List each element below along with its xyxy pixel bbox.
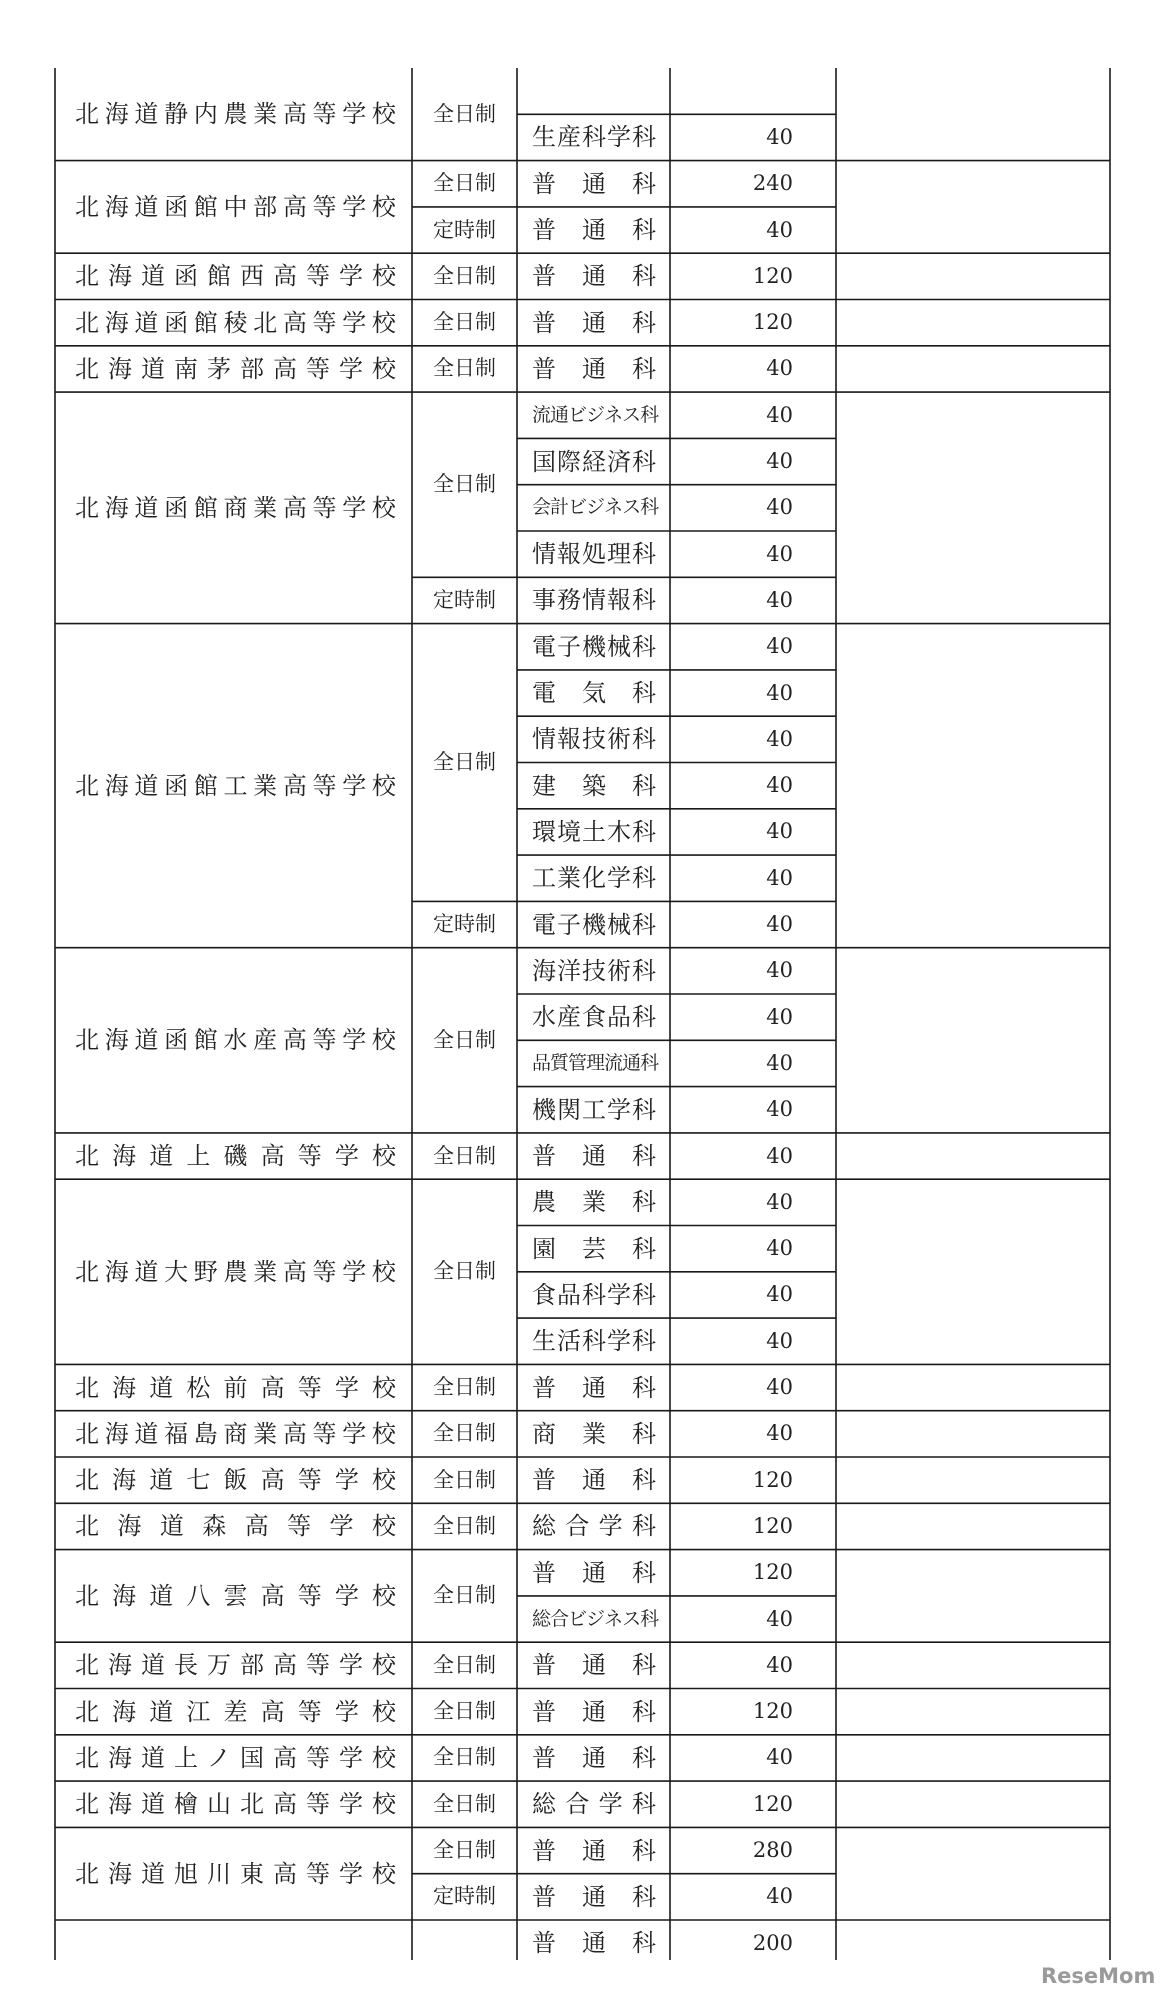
capacity-value: 40 xyxy=(766,958,793,983)
department-name-text: 普 通 科 xyxy=(532,1882,656,1911)
department-name-text: 普 通 科 xyxy=(532,354,656,383)
school-name-text: 北 海 道 静 内 農 業 高 等 学 校 xyxy=(75,100,396,129)
department-name-text: 普 通 科 xyxy=(532,1466,656,1495)
capacity-value: 40 xyxy=(766,1606,793,1631)
school-name xyxy=(55,948,412,1133)
course-system: 全日制 xyxy=(433,101,496,126)
school-name xyxy=(55,1735,412,1781)
department-name xyxy=(517,1226,670,1272)
school-name-text: 北 海 道 檜 山 北 高 等 学 校 xyxy=(75,1790,396,1819)
capacity-value: 40 xyxy=(766,1050,793,1075)
department-name xyxy=(517,1689,670,1735)
department-name-text: 海 洋 技 術 科 xyxy=(532,956,656,985)
department-name-text: 水 産 食 品 科 xyxy=(532,1003,656,1032)
department-name xyxy=(517,68,670,114)
capacity-value: 40 xyxy=(766,1143,793,1168)
department-name xyxy=(517,1364,670,1410)
department-name-text: 電 気 科 xyxy=(532,679,656,708)
department-name-text: 普 通 科 xyxy=(532,308,656,337)
capacity-value: 40 xyxy=(766,634,793,659)
department-name xyxy=(517,1596,670,1642)
school-name-text: 北 海 道 大 野 農 業 高 等 学 校 xyxy=(75,1257,396,1286)
school-name-text: 北 海 道 江 差 高 等 学 校 xyxy=(75,1697,396,1726)
department-name-text: 商 業 科 xyxy=(532,1419,656,1448)
school-name xyxy=(55,1689,412,1735)
department-name-text: 普 通 科 xyxy=(532,1142,656,1171)
course-system: 全日制 xyxy=(433,356,496,381)
school-name-text: 北 海 道 南 茅 部 高 等 学 校 xyxy=(75,354,396,383)
department-name xyxy=(517,994,670,1040)
school-name-text: 北 海 道 函 館 中 部 高 等 学 校 xyxy=(75,192,396,221)
department-name-text: 普 通 科 xyxy=(532,262,656,291)
capacity-value: 40 xyxy=(766,1189,793,1214)
capacity-value: 40 xyxy=(766,1652,793,1677)
school-name xyxy=(55,161,412,254)
course-system: 全日制 xyxy=(433,472,496,497)
school-name xyxy=(55,1411,412,1457)
department-name-text: 園 芸 科 xyxy=(532,1234,656,1263)
department-name-text: 品 質 管 理 流 通 科 xyxy=(532,1051,659,1074)
department-name xyxy=(517,624,670,670)
department-name-text: 工 業 化 学 科 xyxy=(532,864,656,893)
department-name-text: 建 築 科 xyxy=(532,771,656,800)
capacity-value: 280 xyxy=(752,1838,793,1863)
course-system: 全日制 xyxy=(433,1143,496,1168)
department-name xyxy=(517,114,670,160)
school-name-text: 北 海 道 函 館 稜 北 高 等 学 校 xyxy=(75,308,396,337)
school-name-text: 北 海 道 七 飯 高 等 学 校 xyxy=(75,1466,396,1495)
course-system: 全日制 xyxy=(433,1652,496,1677)
capacity-value: 40 xyxy=(766,495,793,520)
school-name xyxy=(55,1642,412,1688)
department-name-text: 会 計 ビ ジ ネ ス 科 xyxy=(532,496,659,519)
department-name xyxy=(517,1781,670,1827)
school-name xyxy=(55,346,412,392)
department-name-text: 農 業 科 xyxy=(532,1188,656,1217)
department-name xyxy=(517,1411,670,1457)
capacity-value: 40 xyxy=(766,680,793,705)
department-name xyxy=(517,1087,670,1133)
course-system: 全日制 xyxy=(433,1027,496,1052)
department-name xyxy=(517,346,670,392)
capacity-value: 40 xyxy=(766,1236,793,1261)
capacity-value: 120 xyxy=(752,310,793,335)
department-name-text: 機 関 工 学 科 xyxy=(532,1095,656,1124)
department-name xyxy=(517,1550,670,1596)
department-name xyxy=(517,1827,670,1873)
school-name xyxy=(55,1457,412,1503)
department-name xyxy=(517,1503,670,1549)
school-name xyxy=(55,392,412,624)
school-name-text: 北 海 道 函 館 工 業 高 等 学 校 xyxy=(75,771,396,800)
capacity-value: 40 xyxy=(766,402,793,427)
course-system: 全日制 xyxy=(433,1838,496,1863)
department-name xyxy=(517,300,670,346)
department-name-text: 普 通 科 xyxy=(532,216,656,245)
capacity-value: 40 xyxy=(766,124,793,149)
school-name xyxy=(55,1133,412,1179)
course-system: 全日制 xyxy=(433,1699,496,1724)
capacity-value: 120 xyxy=(752,1560,793,1585)
course-system: 全日制 xyxy=(433,1467,496,1492)
capacity-value: 40 xyxy=(766,541,793,566)
capacity-value: 40 xyxy=(766,1375,793,1400)
school-name-text: 北 海 道 函 館 水 産 高 等 学 校 xyxy=(75,1026,396,1055)
school-name xyxy=(55,253,412,299)
department-name xyxy=(517,670,670,716)
course-system: 全日制 xyxy=(433,1513,496,1538)
department-name-text: 国 際 経 済 科 xyxy=(532,447,656,476)
department-name xyxy=(517,1040,670,1086)
school-name-text: 北 海 道 松 前 高 等 学 校 xyxy=(75,1373,396,1402)
department-name xyxy=(517,392,670,438)
department-name-text: 普 通 科 xyxy=(532,1373,656,1402)
department-name-text: 生 産 科 学 科 xyxy=(532,123,656,152)
department-name-text: 環 境 土 木 科 xyxy=(532,817,656,846)
department-name-text: 普 通 科 xyxy=(532,1929,656,1958)
capacity-value: 240 xyxy=(752,171,793,196)
department-name-text: 総 合 ビ ジ ネ ス 科 xyxy=(532,1607,659,1630)
capacity-value: 40 xyxy=(766,1884,793,1909)
course-system: 定時制 xyxy=(433,1884,496,1909)
course-system: 全日制 xyxy=(433,1791,496,1816)
capacity-value: 200 xyxy=(752,1930,793,1955)
school-name-text: 北 海 道 函 館 商 業 高 等 学 校 xyxy=(75,493,396,522)
department-name xyxy=(517,855,670,901)
capacity-value: 40 xyxy=(766,449,793,474)
school-name xyxy=(55,624,412,948)
department-name xyxy=(517,1272,670,1318)
department-name-text: 情 報 処 理 科 xyxy=(532,540,656,569)
department-name-text: 電 子 機 械 科 xyxy=(532,632,656,661)
capacity-value: 40 xyxy=(766,1282,793,1307)
department-name xyxy=(517,1179,670,1225)
school-name xyxy=(55,1920,412,1960)
department-name xyxy=(517,1318,670,1364)
department-name xyxy=(517,1642,670,1688)
school-name xyxy=(55,1179,412,1364)
department-name xyxy=(517,1133,670,1179)
school-name-text: 北 海 道 函 館 西 高 等 学 校 xyxy=(75,262,396,291)
course-system: 全日制 xyxy=(433,749,496,774)
department-name-text: 流 通 ビ ジ ネ ス 科 xyxy=(532,403,659,426)
department-name xyxy=(517,485,670,531)
school-name-text: 北 海 道 八 雲 高 等 学 校 xyxy=(75,1581,396,1610)
school-name xyxy=(55,1503,412,1549)
course-system: 全日制 xyxy=(433,310,496,335)
school-name-text: 北 海 道 福 島 商 業 高 等 学 校 xyxy=(75,1419,396,1448)
department-name-text: 電 子 機 械 科 xyxy=(532,910,656,939)
capacity-value: 40 xyxy=(766,1745,793,1770)
department-name xyxy=(517,1735,670,1781)
school-name-text: 北 海 道 上 ノ 国 高 等 学 校 xyxy=(75,1743,396,1772)
capacity-value: 40 xyxy=(766,819,793,844)
capacity-value: 40 xyxy=(766,726,793,751)
department-name-text: 普 通 科 xyxy=(532,1651,656,1680)
capacity-value: 40 xyxy=(766,1097,793,1122)
school-name xyxy=(55,1550,412,1643)
capacity-value: 40 xyxy=(766,1421,793,1446)
course-system: 定時制 xyxy=(433,912,496,937)
school-name xyxy=(55,68,412,161)
school-name xyxy=(55,1781,412,1827)
capacity-value: 120 xyxy=(752,1467,793,1492)
course-system: 全日制 xyxy=(433,1745,496,1770)
department-name xyxy=(517,716,670,762)
course-system: 全日制 xyxy=(433,1421,496,1446)
department-name-text: 生 活 科 学 科 xyxy=(532,1327,656,1356)
department-name-text: 普 通 科 xyxy=(532,1558,656,1587)
department-name xyxy=(517,531,670,577)
capacity-value: 40 xyxy=(766,356,793,381)
department-name-text: 総 合 学 科 xyxy=(532,1790,656,1819)
capacity-value: 120 xyxy=(752,263,793,288)
department-name-text: 普 通 科 xyxy=(532,1697,656,1726)
department-name-text: 総 合 学 科 xyxy=(532,1512,656,1541)
department-name xyxy=(517,1920,670,1966)
capacity-value: 40 xyxy=(766,1004,793,1029)
capacity-value: 40 xyxy=(766,587,793,612)
department-name xyxy=(517,1874,670,1920)
capacity-value: 120 xyxy=(752,1791,793,1816)
department-name xyxy=(517,948,670,994)
department-name xyxy=(517,207,670,253)
school-name xyxy=(55,300,412,346)
department-name xyxy=(517,1457,670,1503)
capacity-value: 40 xyxy=(766,217,793,242)
course-system: 全日制 xyxy=(433,1375,496,1400)
department-name-text: 情 報 技 術 科 xyxy=(532,725,656,754)
course-system: 定時制 xyxy=(433,217,496,242)
school-name-text: 北 海 道 長 万 部 高 等 学 校 xyxy=(75,1651,396,1680)
school-name-text: 北 海 道 森 高 等 学 校 xyxy=(75,1512,396,1541)
department-name xyxy=(517,161,670,207)
department-name xyxy=(517,577,670,623)
course-system xyxy=(412,1920,517,1960)
school-name-text: 北 海 道 旭 川 東 高 等 学 校 xyxy=(75,1859,396,1888)
resemom-watermark: ReseMom xyxy=(1041,1964,1156,1988)
department-name xyxy=(517,763,670,809)
capacity-value: 40 xyxy=(766,1328,793,1353)
department-name-text: 普 通 科 xyxy=(532,1743,656,1772)
school-name xyxy=(55,1827,412,1920)
course-system: 全日制 xyxy=(433,1583,496,1608)
course-system: 全日制 xyxy=(433,171,496,196)
course-system: 定時制 xyxy=(433,587,496,612)
department-name-text: 食 品 科 学 科 xyxy=(532,1280,656,1309)
capacity-value: 40 xyxy=(766,865,793,890)
course-system: 全日制 xyxy=(433,263,496,288)
department-name xyxy=(517,438,670,484)
school-name xyxy=(55,1364,412,1410)
capacity-value: 120 xyxy=(752,1513,793,1538)
capacity-value: 40 xyxy=(766,912,793,937)
school-name-text: 北 海 道 上 磯 高 等 学 校 xyxy=(75,1142,396,1171)
department-name-text: 事 務 情 報 科 xyxy=(532,586,656,615)
department-name xyxy=(517,253,670,299)
capacity-value xyxy=(670,68,836,114)
department-name-text: 普 通 科 xyxy=(532,1836,656,1865)
capacity-value: 40 xyxy=(766,773,793,798)
department-name xyxy=(517,901,670,947)
department-name xyxy=(517,809,670,855)
course-system: 全日制 xyxy=(433,1259,496,1284)
department-name-text: 普 通 科 xyxy=(532,169,656,198)
capacity-value: 120 xyxy=(752,1699,793,1724)
